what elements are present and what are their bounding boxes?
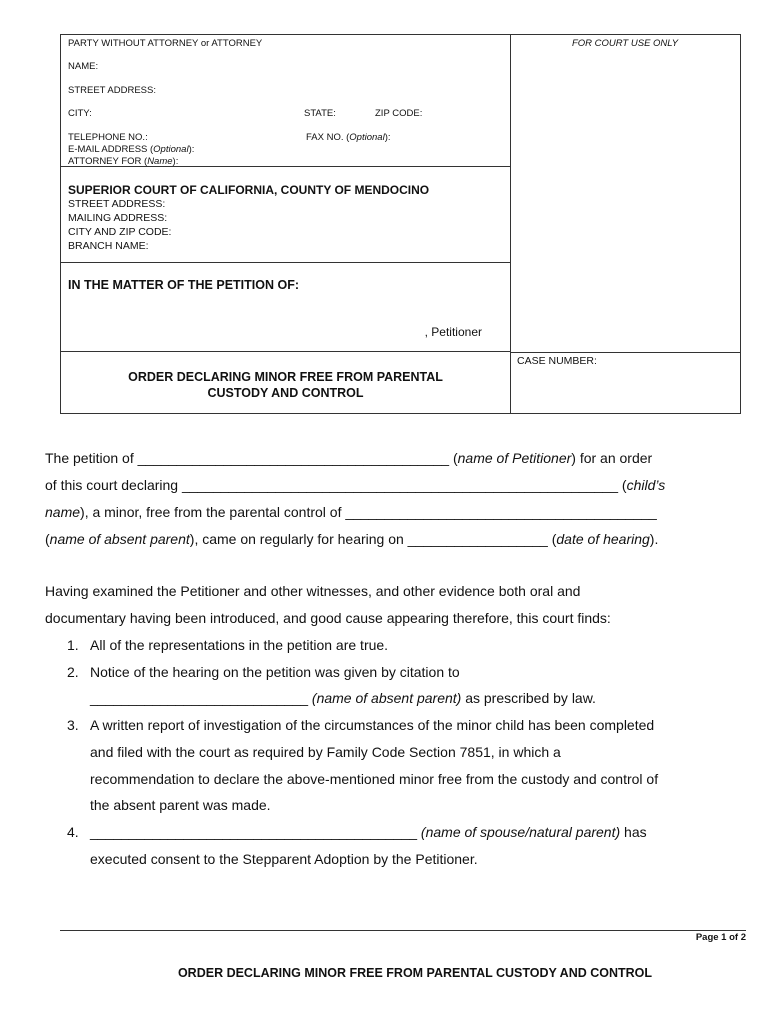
case-number-divider [510,352,740,353]
fax-label: FAX NO. (Optional): [306,132,391,143]
finding-2-line-2: ____________________________ (name of absent parent) as prescribed by law. [90,690,596,707]
name-label: NAME: [68,61,99,72]
email-label: E-MAIL ADDRESS (Optional): [68,144,195,155]
page-number: Page 1 of 2 [695,932,746,943]
attorney-section [61,35,510,167]
court-section [61,167,510,263]
absent-parent-citation-blank[interactable]: ____________________________ [90,690,309,707]
order-title-section [61,352,510,415]
court-city-zip-label: CITY AND ZIP CODE: [68,226,172,238]
findings-intro-line-2: documentary having been introduced, and good cause appearing therefore, this court finds: [45,610,611,626]
finding-number: 3. [67,717,79,734]
hearing-date-blank[interactable]: __________________ [407,531,548,547]
finding-3-line-3: recommendation to declare the above-mentioned minor free from the custody and control of [90,770,659,787]
zip-label: ZIP CODE: [375,108,423,119]
order-title-line-1: ORDER DECLARING MINOR FREE FROM PARENTAL [128,370,443,384]
matter-section [61,263,510,352]
findings-intro-line-1: Having examined the Petitioner and other witnesses, and other evidence both oral and [45,583,581,599]
court-use-label: FOR COURT USE ONLY [571,38,679,49]
finding-3-line-2: and filed with the court as required by Family Code Section 7851, in which a [90,743,561,760]
child-name-blank[interactable]: ________________________________________________________ [181,477,618,493]
court-mailing-label: MAILING ADDRESS: [68,212,168,224]
findings-list [45,632,725,872]
findings-intro-paragraph [45,578,725,632]
attorney-for-label: ATTORNEY FOR (Name): [68,156,179,167]
telephone-label: TELEPHONE NO.: [68,132,148,143]
petition-line-1: The petition of ________________________________________ (name of Petitioner) for an order [45,450,653,466]
finding-4 [45,819,725,872]
case-number-label: CASE NUMBER: [517,355,597,367]
absent-parent-blank[interactable]: ________________________________________ [345,504,657,520]
state-label: STATE: [304,108,336,119]
petition-line-3: name), a minor, free from the parental control of ________________________________________ [45,504,657,520]
footer-title: ORDER DECLARING MINOR FREE FROM PARENTAL CUSTODY AND CONTROL [177,966,653,980]
court-name: SUPERIOR COURT OF CALIFORNIA, COUNTY OF MENDOCINO [68,183,430,197]
finding-2 [45,659,725,712]
petition-line-4: (name of absent parent), came on regularly for hearing on __________________ (date of hearing). [45,531,659,547]
finding-number: 2. [67,663,79,680]
finding-3-line-4: the absent parent was made. [90,797,271,814]
petitioner-label: , Petitioner [424,325,482,339]
court-branch-label: BRANCH NAME: [68,240,149,252]
petition-line-2: of this court declaring ________________________________________________________ (child’s [45,477,666,493]
finding-3 [45,712,725,819]
finding-number: 1. [67,637,79,653]
finding-text: Notice of the hearing on the petition was given by citation to [90,663,460,680]
court-street-label: STREET ADDRESS: [68,198,166,210]
caption-right-column [510,35,740,413]
finding-3-line-1: A written report of investigation of the circumstances of the minor child has been completed [90,717,655,734]
finding-4-line-1: __________________________________________ (name of spouse/natural parent) has [90,823,647,840]
finding-number: 4. [67,823,79,840]
order-title [61,369,510,401]
party-label: PARTY WITHOUT ATTORNEY or ATTORNEY [68,38,263,49]
footer-divider [60,930,746,931]
finding-text: All of the representations in the petition are true. [90,637,389,653]
street-address-label: STREET ADDRESS: [68,85,156,96]
caption-left-column [61,35,511,413]
spouse-name-blank[interactable]: __________________________________________ [90,823,418,840]
matter-heading: IN THE MATTER OF THE PETITION OF: [68,278,300,292]
order-title-line-2: CUSTODY AND CONTROL [207,386,364,400]
finding-4-line-2: executed consent to the Stepparent Adoption by the Petitioner. [90,850,478,867]
caption-box [60,34,741,414]
finding-1 [45,632,725,659]
petition-paragraph [45,445,725,553]
petitioner-name-blank[interactable]: ________________________________________ [137,450,450,466]
city-label: CITY: [68,108,92,119]
